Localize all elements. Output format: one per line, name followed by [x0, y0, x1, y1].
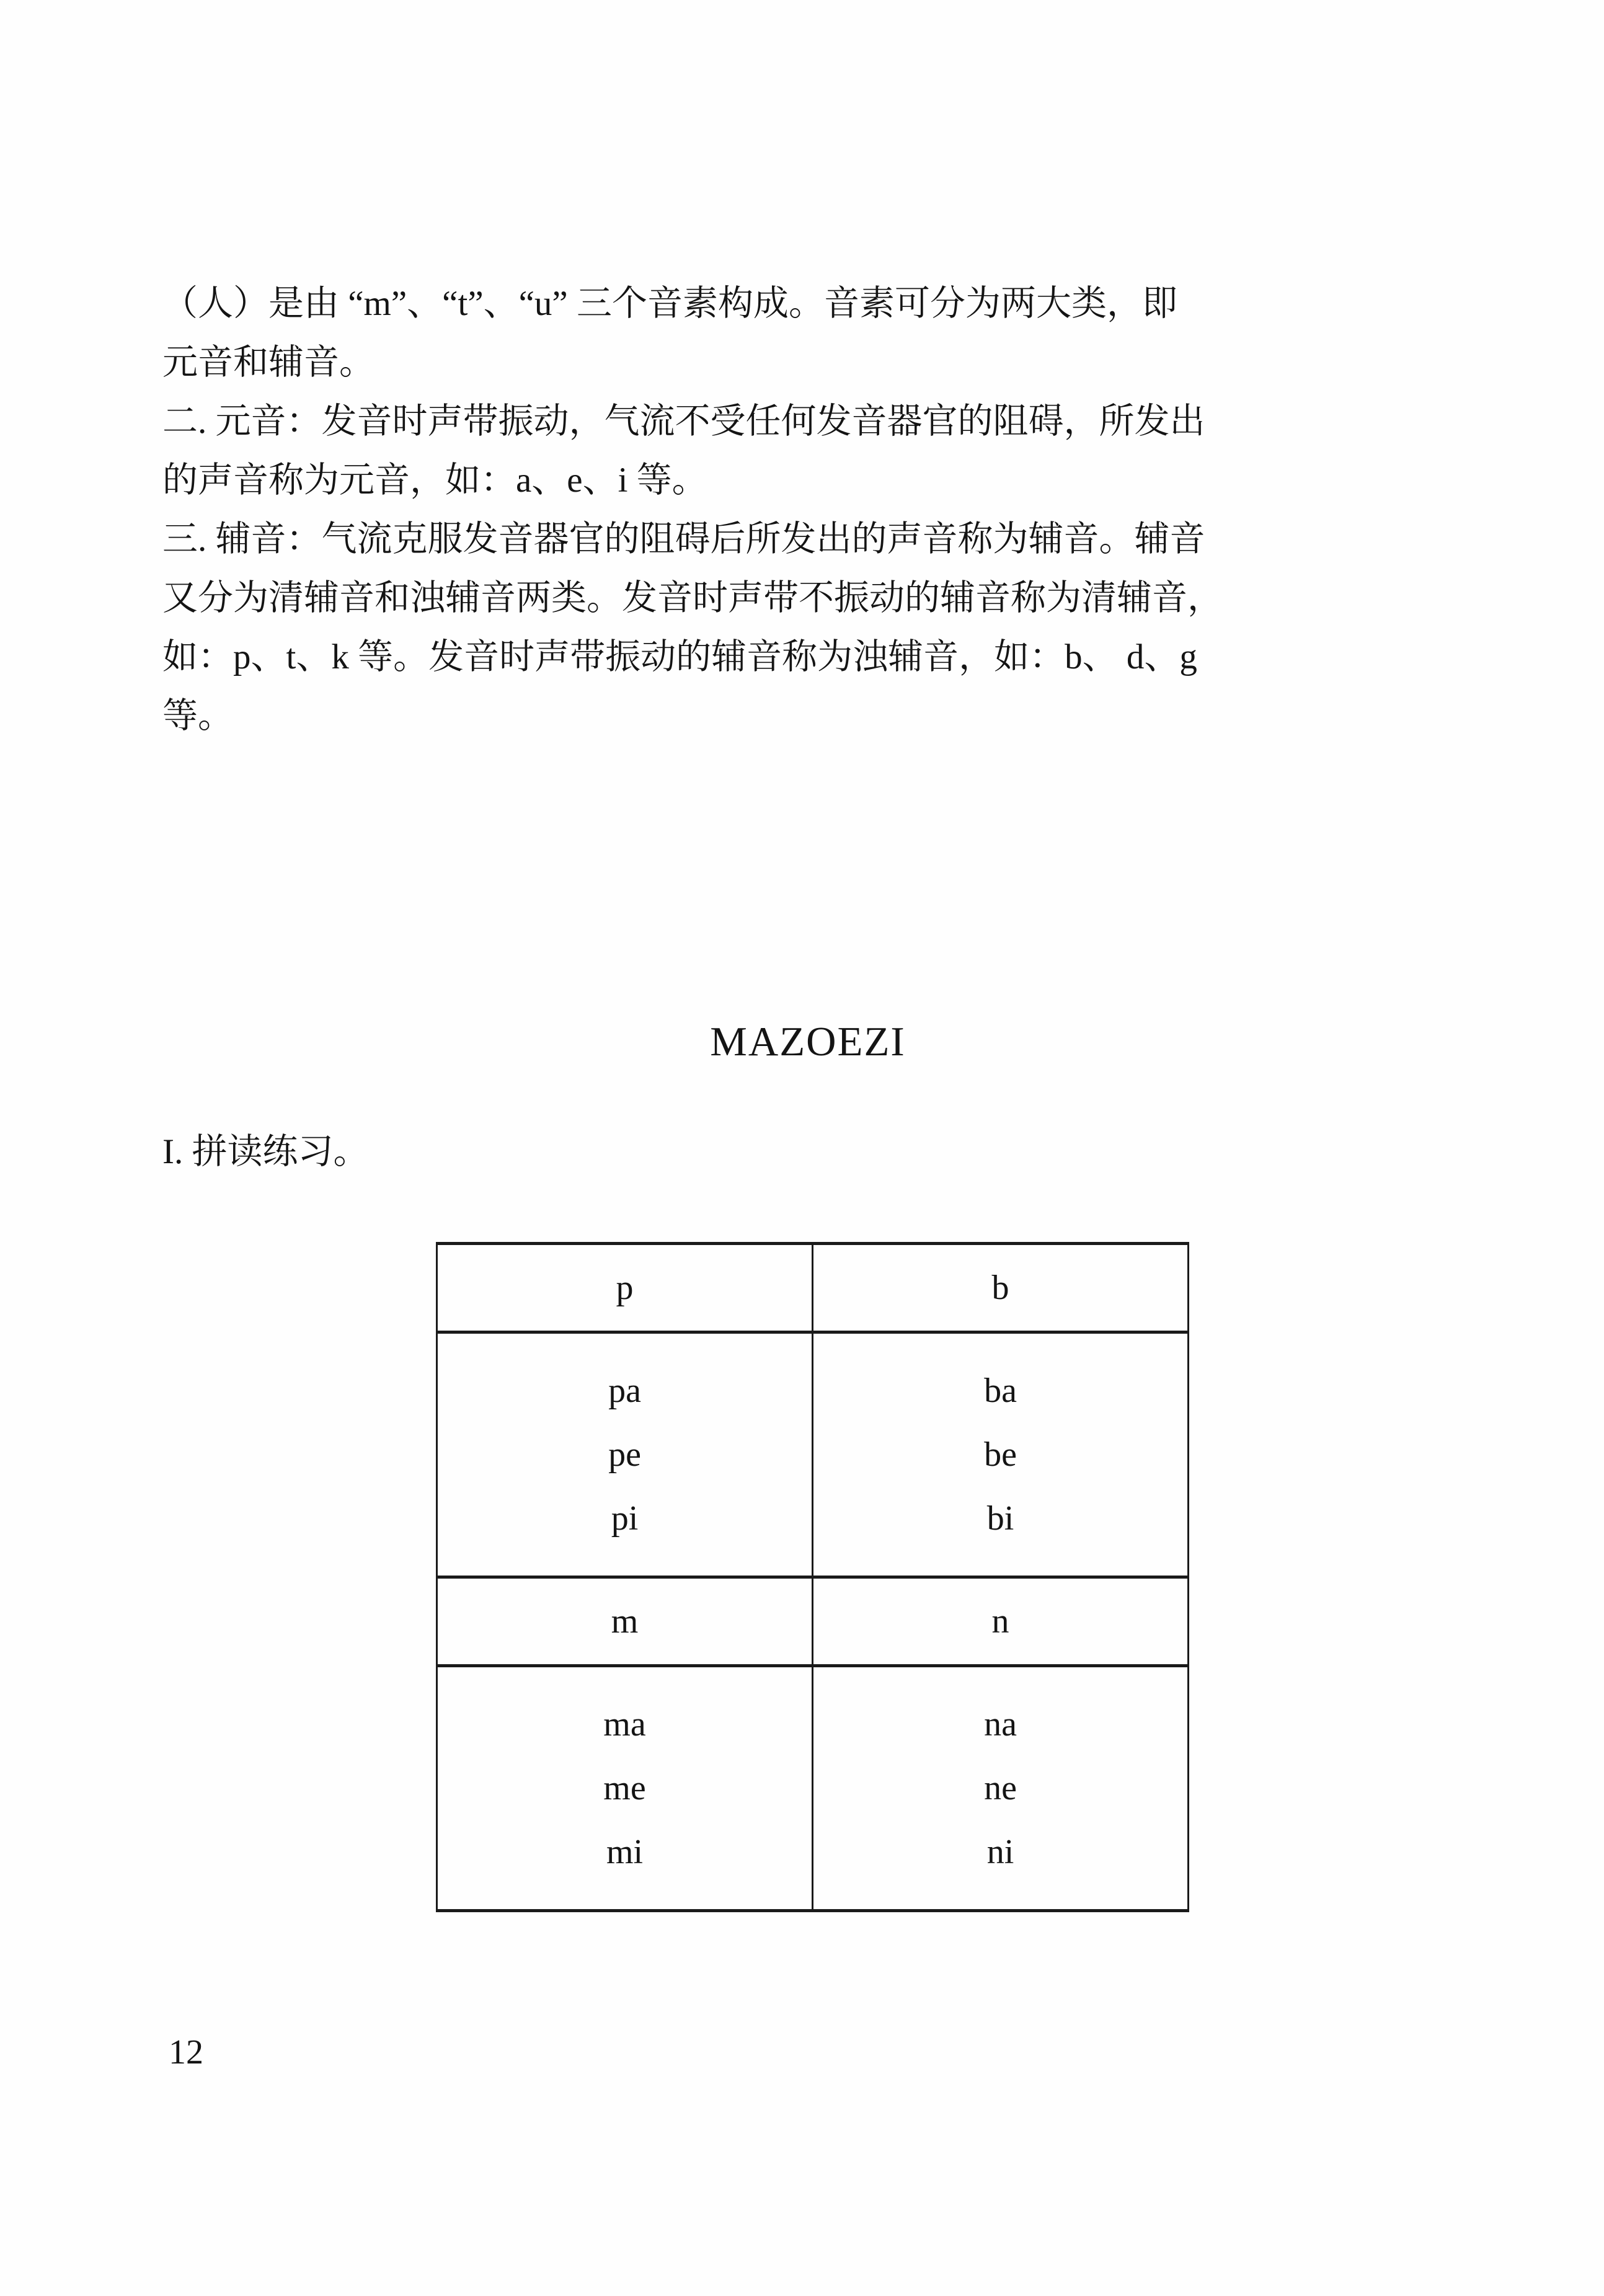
pronunciation-table-wrap: [436, 1242, 1189, 1912]
cell-line: pi: [611, 1499, 639, 1538]
cell-line: me: [603, 1768, 646, 1807]
table-cell: [437, 1577, 813, 1666]
table-cell: [813, 1666, 1189, 1911]
text-line: 如：p、t、k 等。发音时声带振动的辅音称为浊辅音，如：b、 d、g: [162, 637, 1197, 676]
cell-line: ma: [603, 1704, 646, 1744]
table-row: [437, 1666, 1189, 1911]
section-heading: MAZOEZI: [710, 1019, 906, 1065]
cell-line: b: [991, 1268, 1009, 1307]
cell-line: p: [616, 1268, 634, 1307]
cell-line: bi: [986, 1499, 1014, 1538]
table-cell: [813, 1332, 1189, 1577]
table-cell: [437, 1332, 813, 1577]
table-row: [437, 1244, 1189, 1332]
paragraph: [162, 392, 1453, 510]
paragraph: [162, 274, 1453, 392]
table-cell: [437, 1666, 813, 1911]
text-line: （人）是由 “m”、“t”、“u” 三个音素构成。音素可分为两大类，即: [162, 284, 1177, 323]
text-line: 又分为清辅音和浊辅音两类。发音时声带不振动的辅音称为清辅音，: [162, 578, 1223, 618]
pronunciation-table: [436, 1242, 1189, 1912]
text-line: 的声音称为元音，如：a、e、i 等。: [162, 461, 707, 500]
text-line: 元音和辅音。: [162, 343, 374, 382]
body-text: [162, 274, 1453, 745]
table-row: [437, 1332, 1189, 1577]
table-cell: [813, 1577, 1189, 1666]
cell-line: mi: [606, 1832, 644, 1871]
table-cell: [437, 1244, 813, 1332]
cell-line: ni: [986, 1832, 1014, 1871]
paragraph: [162, 510, 1453, 745]
page-number: 12: [169, 2033, 203, 2072]
cell-line: m: [611, 1602, 639, 1641]
cell-line: n: [991, 1602, 1009, 1641]
table-row: [437, 1577, 1189, 1666]
cell-line: na: [984, 1704, 1017, 1744]
text-line: 三. 辅音：气流克服发音器官的阻碍后所发出的声音称为辅音。辅音: [162, 520, 1205, 559]
cell-line: ba: [984, 1371, 1017, 1410]
cell-line: be: [984, 1435, 1017, 1474]
text-line: 等。: [162, 696, 233, 735]
table-cell: [813, 1244, 1189, 1332]
cell-line: pa: [608, 1371, 641, 1410]
cell-line: pe: [608, 1435, 641, 1474]
exercise-label: I. 拼读练习。: [162, 1132, 369, 1171]
cell-line: ne: [984, 1768, 1017, 1807]
text-line: 二. 元音：发音时声带振动，气流不受任何发音器官的阻碍，所发出: [162, 402, 1205, 441]
